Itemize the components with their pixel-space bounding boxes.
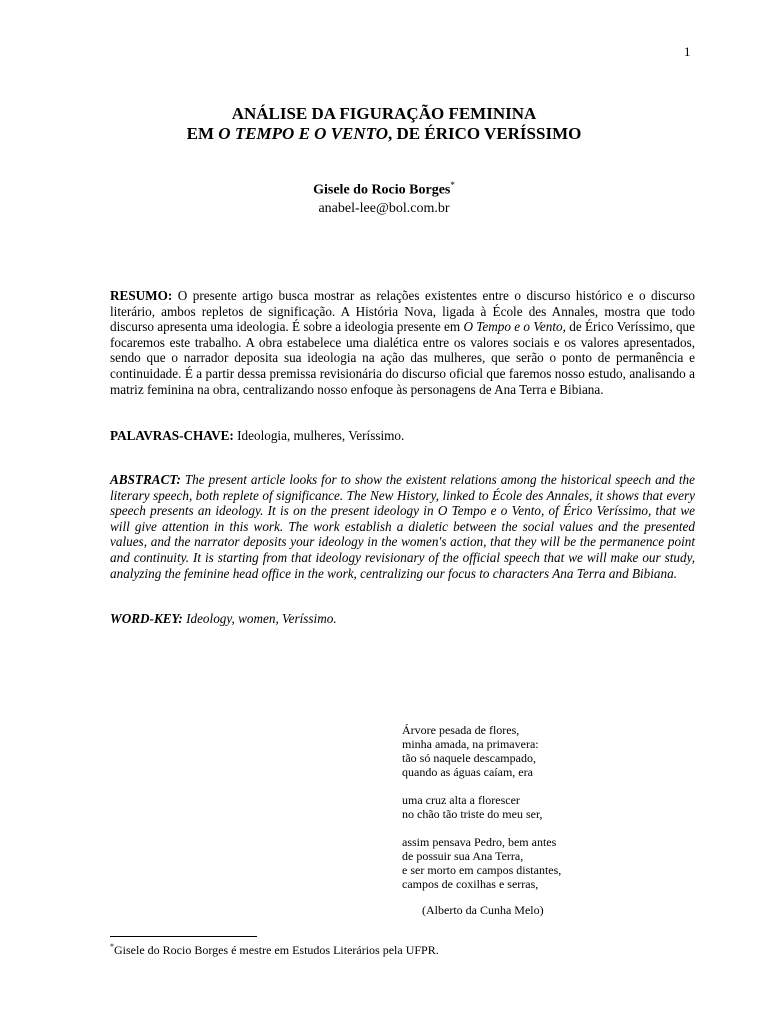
palavras-chave-text: Ideologia, mulheres, Veríssimo. [233,428,405,443]
poem-stanza [402,793,662,821]
footnote-mark: * [110,942,114,951]
title-line-2-prefix: EM [186,124,219,143]
abstract-label: ABSTRACT: [110,472,181,487]
title-line-2 [0,124,768,144]
poem-credit: (Alberto da Cunha Melo) [422,903,544,917]
abstract-paragraph [110,472,695,581]
word-key-paragraph [110,611,695,627]
palavras-chave-paragraph [110,428,695,444]
poem-line: quando as águas caíam, era [402,765,533,779]
footnote [110,940,439,957]
article-title [0,104,768,144]
footnote-text: Gisele do Rocio Borges é mestre em Estudos Literários pela UFPR. [114,943,439,957]
poem-line: de possuir sua Ana Terra, [402,849,524,863]
abstract-text: The present article looks for to show the existent relations among the historical speech and the literary speech, both replete of significance. The New History, linked to École des Annales, it shows that every speech presents an ideology. It is on the present ideology in O Tempo e o Vento, of Érico Veríssimo, that we will give attention in this work. The work establish a dialetic between the social values and the presented values, and the narrator deposits your ideology in the women's action, that they will be the permanence point and continuity. It is starting from that ideology revisionary of the official speech that we will make our study, analyzing the feminine head office in the work, centralizing our focus to characters Ana Terra and Bibiana. [110,472,695,581]
title-line-2-suffix: , DE ÉRICO VERÍSSIMO [388,124,582,143]
title-work-name: O TEMPO E O VENTO [218,124,388,143]
poem-line: assim pensava Pedro, bem antes [402,835,557,849]
poem-line: minha amada, na primavera: [402,737,539,751]
author-email: anabel-lee@bol.com.br [318,200,450,216]
author-name [0,176,768,200]
author-name-text: Gisele do Rocio Borges [313,182,451,198]
page-number: 1 [684,44,691,59]
palavras-chave-label: PALAVRAS-CHAVE: [110,428,234,443]
poem-line: e ser morto em campos distantes, [402,863,562,877]
author-block [0,176,768,218]
resumo-text-part1: O presente artigo busca mostrar as relações existentes entre o discurso histórico e o discurso literário, ambos repletos de significação. A História Nova, ligada à École des Annales, mostra que todo discurso apresenta uma ideologia. É sobre a ideologia presente em [110,288,695,335]
resumo-text-part2: , de Érico Veríssimo, que focaremos este trabalho. A obra estabelece uma dialética entre os valores sociais e os valores apresentados, sendo que o narrador deposita sua ideologia na ação das mulheres, que serão o ponto de permanência e continuidade. É a partir dessa premissa revisionária do discurso oficial que faremos nosso estudo, analisando a matriz feminina na obra, centralizando nosso enfoque às personagens de Ana Terra e Bibiana. [110,319,695,397]
author-footnote-mark: * [450,180,455,190]
poem-line: tão só naquele descampado, [402,751,536,765]
poem-line: Árvore pesada de flores, [402,723,520,737]
resumo-label: RESUMO: [110,288,173,303]
poem-stanza [402,723,662,779]
word-key-label: WORD-KEY: [110,611,183,626]
resumo-paragraph [110,288,695,397]
poem-stanza [402,835,662,891]
epigraph-poem [402,723,662,917]
poem-line: uma cruz alta a florescer [402,793,520,807]
resumo-work-name: O Tempo e o Vento [463,319,563,335]
footnote-divider [110,936,257,937]
title-line-1: ANÁLISE DA FIGURAÇÃO FEMININA [231,104,537,123]
poem-line: no chão tão triste do meu ser, [402,807,543,821]
poem-line: campos de coxilhas e serras, [402,877,539,891]
word-key-text: Ideology, women, Veríssimo. [182,611,337,626]
